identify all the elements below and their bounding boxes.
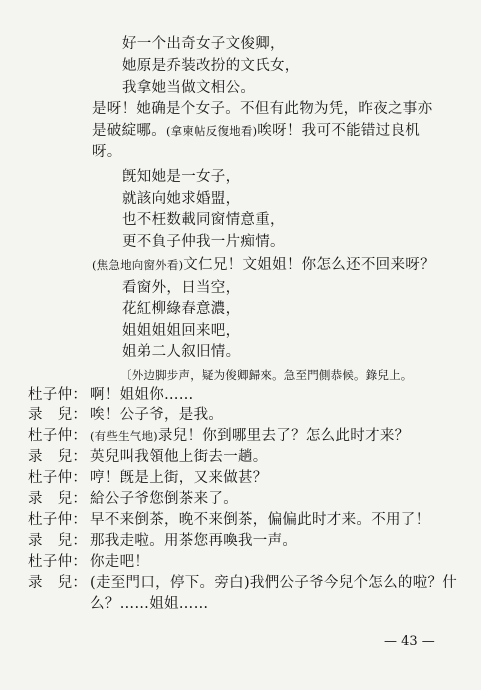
prose-line-3: 呀。 [92, 144, 122, 160]
stage-direction: (拿柬帖反復地看) [166, 124, 258, 138]
dialogue-text: 英兒叫我領他上街去一趟。 [90, 449, 268, 465]
page-number: — 43 — [384, 634, 435, 649]
dialogue-line [28, 469, 268, 487]
dialogue-text: 啊！姐姐你…… [90, 387, 194, 403]
dialogue-text: 哼！旣是上街，又来做甚？ [90, 470, 268, 486]
speaker-label: 录 兒： [28, 491, 88, 507]
speaker-label: 录 兒： [28, 449, 88, 465]
dialogue-line [28, 427, 409, 445]
stage-direction: (焦急地向窗外看) [92, 258, 184, 272]
speaker-label: 录 兒： [28, 533, 88, 549]
prose-line-4 [92, 256, 435, 274]
speaker-label: 杜子仲： [28, 387, 88, 403]
dialogue-text: 給公子爷您倒茶来了。 [90, 491, 238, 507]
prose-line-1: 是呀！她确是个女子。不但有此物为凭，昨夜之事亦 [92, 101, 433, 117]
verse-line-3: 我拿她当做文相公。 [122, 80, 256, 96]
dialogue-text: 早不来倒茶，晚不来倒茶，偏偏此时才来。不用了！ [90, 512, 431, 528]
speaker-label: 录 兒： [28, 407, 88, 423]
dialogue-text: 那我走啦。用茶您再喚我一声。 [90, 533, 298, 549]
dialogue-line [28, 511, 430, 529]
dialogue-line [28, 574, 457, 592]
verse-line-8: 看窗外，日当空， [122, 280, 241, 296]
verse-line-10: 姐姐姐姐回来吧， [122, 323, 241, 339]
dialogue-text: 录兒！你到哪里去了？怎么此时才来？ [157, 428, 410, 444]
speaker-label: 杜子仲： [28, 554, 88, 570]
dialogue-continuation: 么？……姐姐…… [90, 596, 209, 612]
verse-line-9: 花紅柳綠春意濃， [122, 301, 241, 317]
prose-line-2 [92, 122, 420, 140]
dialogue-line [28, 532, 297, 550]
dialogue-line [28, 490, 238, 508]
verse-line-11: 姐弟二人叙旧情。 [122, 344, 241, 360]
dialogue-line [28, 448, 268, 466]
speaker-label: 杜子仲： [28, 470, 88, 486]
stage-direction-line: 〔外边脚步声，疑为俊卿歸來。急至門側恭候。錄兒上。 [120, 368, 413, 382]
verse-line-4: 旣知她是一女子， [122, 169, 241, 185]
verse-line-7: 更不負子仲我一片痴情。 [122, 234, 285, 250]
dialogue-line [28, 553, 149, 571]
speaker-label: 杜子仲： [28, 512, 88, 528]
verse-line-2: 她原是乔装改扮的文氏女， [122, 58, 300, 74]
prose-text: 唉呀！我可不能错过良机 [257, 123, 421, 139]
verse-line-5: 就該向她求婚盟， [122, 191, 241, 207]
verse-line-6: 也不枉数載同窗情意重， [122, 212, 285, 228]
verse-line-1: 好一个出奇女子文俊卿， [122, 36, 285, 52]
dialogue-line [28, 406, 223, 424]
stage-direction: (有些生气地) [90, 429, 158, 443]
speaker-label: 录 兒： [28, 575, 88, 591]
speaker-label: 杜子仲： [28, 428, 88, 444]
dialogue-text: 唉！公子爷，是我。 [90, 407, 224, 423]
prose-text: 是破綻哪。 [92, 123, 166, 139]
dialogue-text: (走至門口，停下。旁白)我們公子爷今兒个怎么的啦？什 [90, 575, 458, 591]
prose-text: 文仁兄！文姐姐！你怎么还不回来呀？ [183, 257, 435, 273]
dialogue-text: 你走吧！ [90, 554, 150, 570]
dialogue-line [28, 386, 194, 404]
